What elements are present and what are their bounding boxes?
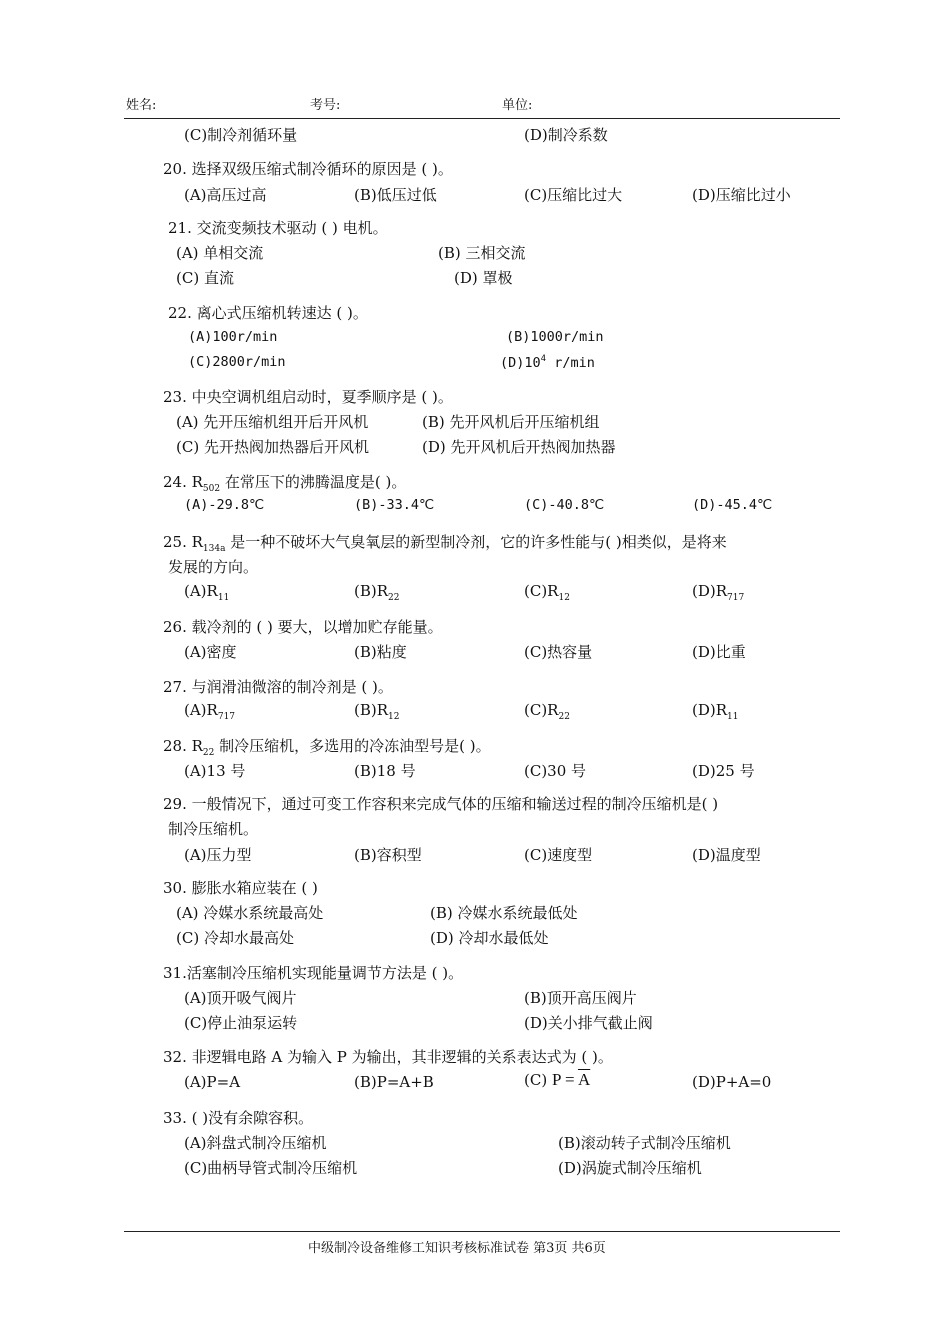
q20-option-d: (D)压缩比过小 <box>692 186 791 204</box>
q25-a-label: (A)R <box>184 582 218 600</box>
q28-stem-suffix: 制冷压缩机，多选用的冷冻油型号是( )。 <box>214 737 491 755</box>
q26-option-a: (A)密度 <box>184 643 237 661</box>
q33-option-c: (C)曲柄导管式制冷压缩机 <box>184 1159 358 1177</box>
q23-option-d: (D) 先开风机后开热阀加热器 <box>422 438 616 456</box>
page-footer: 中级制冷设备维修工知识考核标准试卷 第3页 共6页 <box>308 1241 606 1256</box>
q25-d-label: (D)R <box>692 582 728 600</box>
q27-a-label: (A)R <box>184 701 218 719</box>
q32-option-c <box>524 1070 590 1090</box>
q28-option-c: (C)30 号 <box>524 762 587 780</box>
q24-stem-suffix: 在常压下的沸腾温度是( )。 <box>220 473 407 491</box>
q31-option-a: (A)顶开吸气阀片 <box>184 989 297 1007</box>
q32-c-expression-left: P = <box>551 1070 578 1089</box>
q26-option-d: (D)比重 <box>692 643 746 661</box>
q22-option-b: (B)1000r/min <box>506 329 604 345</box>
q27-c-label: (C)R <box>524 701 559 719</box>
q27-c-sub: 22 <box>558 712 570 722</box>
q22-option-c: (C)2800r/min <box>188 354 286 370</box>
q28-option-a: (A)13 号 <box>184 762 246 780</box>
q21-option-a: (A) 单相交流 <box>176 244 264 262</box>
q25-b-sub: 22 <box>388 593 400 603</box>
question-30: 30. 膨胀水箱应装在 ( ) <box>163 879 318 897</box>
q32-c-expression-negated: $\overline{A}$ <box>577 1070 591 1089</box>
q27-b-label: (B)R <box>354 701 389 719</box>
q25-b-label: (B)R <box>354 582 389 600</box>
q24-subscript: 502 <box>202 484 221 494</box>
question-27: 27. 与润滑油微溶的制冷剂是 ( )。 <box>163 678 393 696</box>
q21-option-b: (B) 三相交流 <box>438 244 526 262</box>
q27-d-sub: 11 <box>727 712 739 722</box>
carry-option-d: (D)制冷系数 <box>524 126 608 144</box>
q30-option-a: (A) 冷媒水系统最高处 <box>176 904 324 922</box>
q32-option-b: (B)P=A+B <box>354 1073 434 1091</box>
q30-option-d: (D) 冷却水最低处 <box>430 929 549 947</box>
q25-option-d <box>692 582 744 603</box>
q29-option-d: (D)温度型 <box>692 846 761 864</box>
q24-option-a: (A)-29.8℃ <box>184 497 265 513</box>
question-29: 29. 一般情况下，通过可变工作容积来完成气体的压缩和输送过程的制冷压缩机是( ) <box>163 795 719 813</box>
question-23: 23. 中央空调机组启动时，夏季顺序是 ( )。 <box>163 388 453 406</box>
q26-option-c: (C)热容量 <box>524 643 593 661</box>
unit-label: 单位: <box>502 98 533 113</box>
q27-d-label: (D)R <box>692 701 728 719</box>
q21-option-c: (C) 直流 <box>176 269 234 287</box>
q24-option-c: (C)-40.8℃ <box>524 497 605 513</box>
q27-b-sub: 12 <box>388 712 400 722</box>
q28-option-d: (D)25 号 <box>692 762 755 780</box>
q22-d-suffix: r/min <box>546 355 595 371</box>
q28-subscript: 22 <box>202 748 215 758</box>
q30-option-c: (C) 冷却水最高处 <box>176 929 294 947</box>
q33-option-b: (B)滚动转子式制冷压缩机 <box>558 1134 731 1152</box>
question-28 <box>163 735 491 758</box>
q31-option-b: (B)顶开高压阀片 <box>524 989 637 1007</box>
q23-option-a: (A) 先开压缩机组开后开风机 <box>176 413 369 431</box>
q25-stem-prefix: 25. R <box>163 533 203 551</box>
question-20: 20. 选择双级压缩式制冷循环的原因是 ( )。 <box>163 160 453 178</box>
question-25-line2: 发展的方向。 <box>168 558 259 576</box>
question-33: 33. ( )没有余隙容积。 <box>163 1109 314 1127</box>
q23-option-c: (C) 先开热阀加热器后开风机 <box>176 438 369 456</box>
q27-option-b <box>354 701 399 722</box>
q25-c-label: (C)R <box>524 582 559 600</box>
q27-a-sub: 717 <box>217 712 236 722</box>
q24-stem-prefix: 24. R <box>163 473 203 491</box>
q25-option-b <box>354 582 399 603</box>
q25-c-sub: 12 <box>558 593 570 603</box>
q25-subscript: 134a <box>202 544 226 554</box>
q22-d-exponent: 4 <box>540 354 547 364</box>
q25-stem-suffix: 是一种不破坏大气臭氧层的新型制冷剂，它的许多性能与( )相类似，是将来 <box>225 533 727 551</box>
footer-rule <box>124 1231 840 1232</box>
q25-option-a <box>184 582 229 603</box>
q29-option-c: (C)速度型 <box>524 846 593 864</box>
q28-stem-prefix: 28. R <box>163 737 203 755</box>
q20-option-a: (A)高压过高 <box>184 186 267 204</box>
q32-option-d: (D)P+A=0 <box>692 1073 772 1091</box>
q30-option-b: (B) 冷媒水系统最低处 <box>430 904 578 922</box>
q25-option-c <box>524 582 570 603</box>
question-29-line2: 制冷压缩机。 <box>168 820 259 838</box>
q27-option-d <box>692 701 738 722</box>
q28-option-b: (B)18 号 <box>354 762 416 780</box>
q31-option-d: (D)关小排气截止阀 <box>524 1014 653 1032</box>
q27-option-c <box>524 701 570 722</box>
name-label: 姓名: <box>126 98 157 113</box>
question-24 <box>163 471 406 494</box>
q29-option-b: (B)容积型 <box>354 846 422 864</box>
carry-option-c: (C)制冷剂循环量 <box>184 126 298 144</box>
q20-option-c: (C)压缩比过大 <box>524 186 623 204</box>
q25-a-sub: 11 <box>217 593 230 603</box>
q22-option-a: (A)100r/min <box>188 329 278 345</box>
question-32: 32. 非逻辑电路 A 为输入 P 为输出，其非逻辑的关系表达式为 ( )。 <box>163 1048 613 1066</box>
q24-option-d: (D)-45.4℃ <box>692 497 773 513</box>
q33-option-a: (A)斜盘式制冷压缩机 <box>184 1134 327 1152</box>
q22-d-prefix: (D)10 <box>500 355 541 371</box>
q31-option-c: (C)停止油泵运转 <box>184 1014 298 1032</box>
question-31: 31.活塞制冷压缩机实现能量调节方法是 ( )。 <box>163 964 464 982</box>
q26-option-b: (B)粘度 <box>354 643 407 661</box>
question-22: 22. 离心式压缩机转速达 ( )。 <box>168 304 368 322</box>
q22-option-d <box>500 354 595 371</box>
question-26: 26. 载冷剂的 ( ) 要大，以增加贮存能量。 <box>163 618 443 636</box>
q20-option-b: (B)低压过低 <box>354 186 437 204</box>
q33-option-d: (D)涡旋式制冷压缩机 <box>558 1159 702 1177</box>
exam-no-label: 考号: <box>310 98 341 113</box>
q29-option-a: (A)压力型 <box>184 846 252 864</box>
q25-d-sub: 717 <box>727 593 745 603</box>
q21-option-d: (D) 罩极 <box>454 269 513 287</box>
q32-c-label: (C) <box>524 1071 548 1089</box>
q23-option-b: (B) 先开风机后开压缩机组 <box>422 413 600 431</box>
q24-option-b: (B)-33.4℃ <box>354 497 435 513</box>
q27-option-a <box>184 701 235 722</box>
q32-option-a: (A)P=A <box>184 1073 241 1091</box>
question-21: 21. 交流变频技术驱动 ( ) 电机。 <box>168 219 388 237</box>
header-rule <box>124 118 840 119</box>
question-25 <box>163 531 727 554</box>
